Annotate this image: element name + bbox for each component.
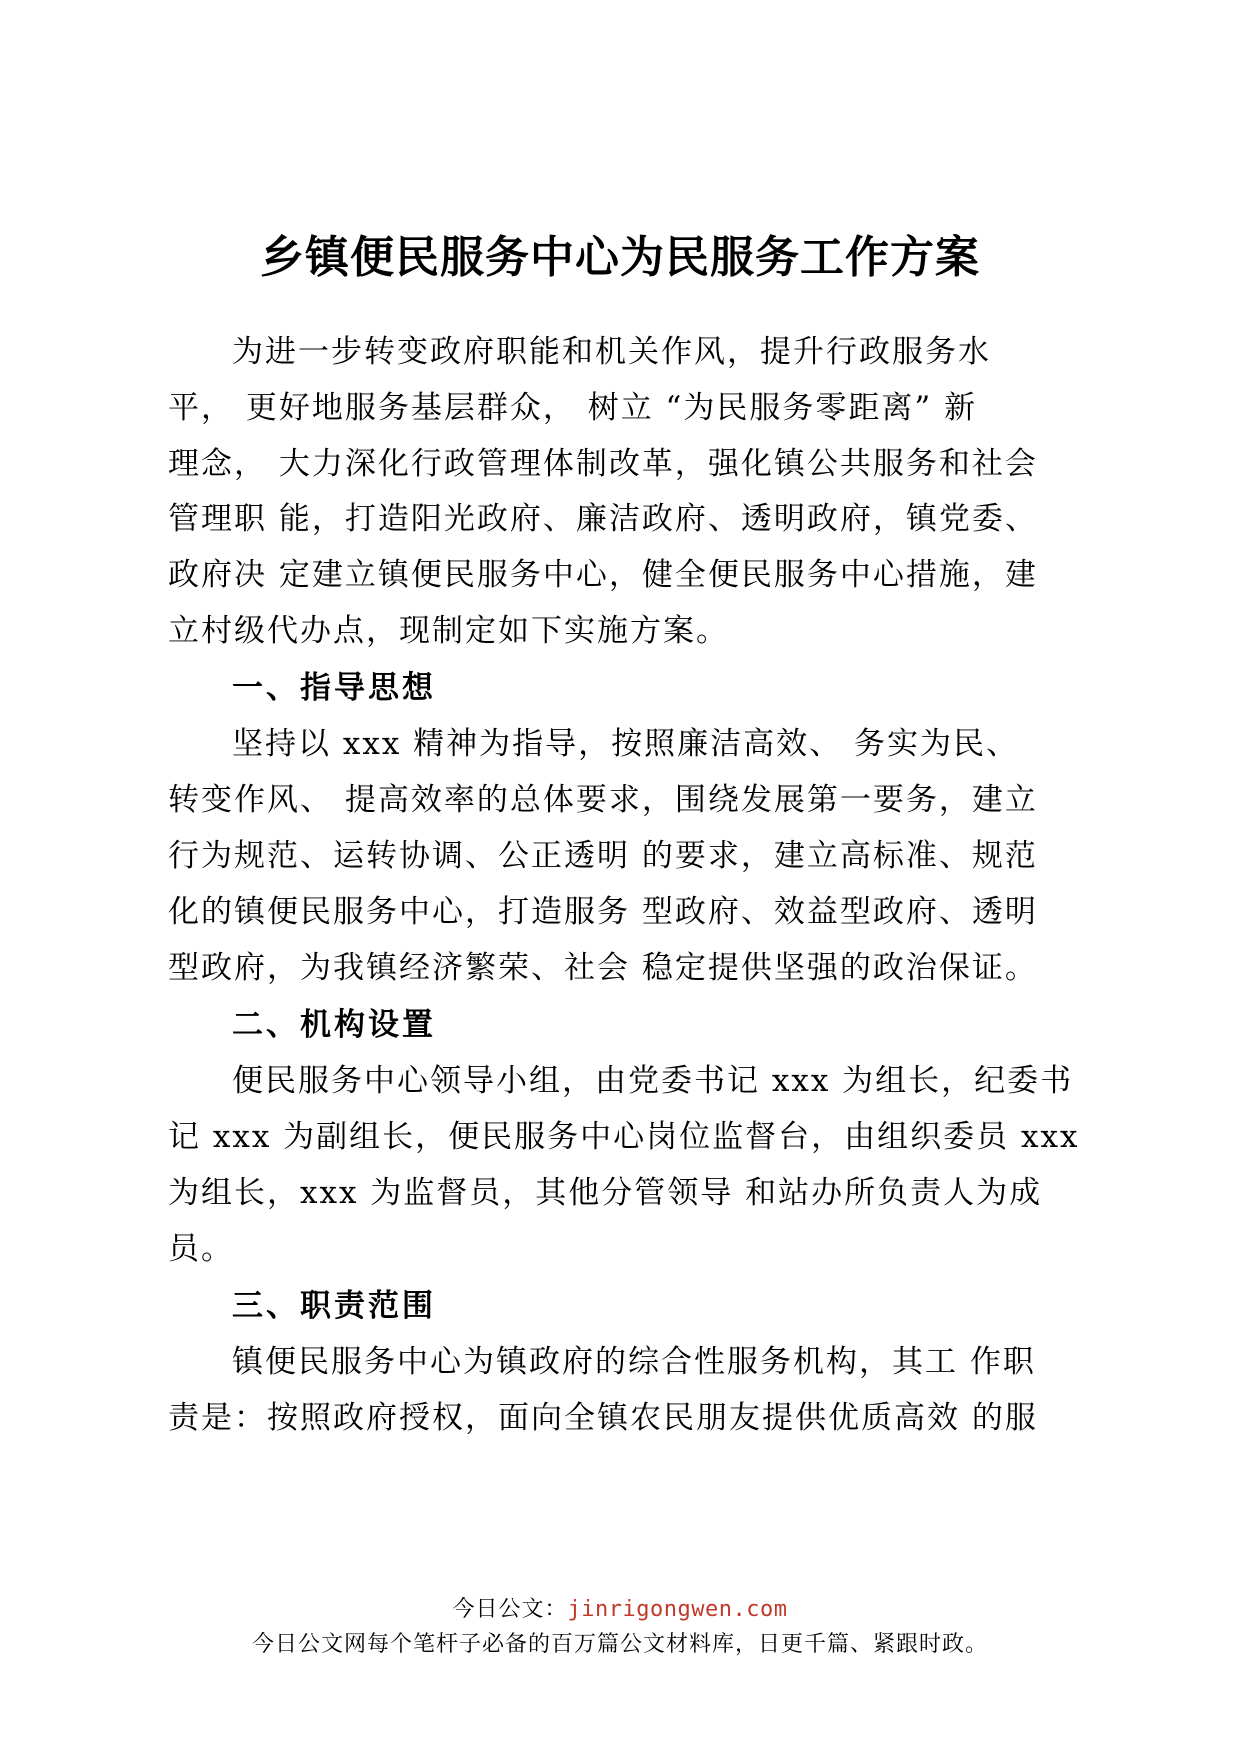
paragraph-line: 记 xxx 为副组长，便民服务中心岗位监督台，由组织委员 xxx xyxy=(168,1119,1080,1155)
intro-line: 理念， 大力深化行政管理体制改革，强化镇公共服务和社会 xyxy=(168,446,1038,482)
paragraph-line: 责是：按照政府授权，面向全镇农民朋友提供优质高效 的服 xyxy=(168,1400,1038,1436)
intro-line: 平， 更好地服务基层群众， 树立 “为民服务零距离” 新 xyxy=(168,390,978,426)
intro-line: 政府决 定建立镇便民服务中心，健全便民服务中心措施，建 xyxy=(168,557,1038,593)
paragraph-line: 镇便民服务中心为镇政府的综合性服务机构，其工 作职 xyxy=(232,1344,1036,1380)
paragraph-line: 行为规范、运转协调、公正透明 的要求，建立高标准、规范 xyxy=(168,838,1038,874)
paragraph-line: 为组长，xxx 为监督员，其他分管领导 和站办所负责人为成 xyxy=(168,1175,1043,1211)
intro-line: 立村级代办点，现制定如下实施方案。 xyxy=(168,613,729,649)
paragraph-line: 便民服务中心领导小组，由党委书记 xxx 为组长，纪委书 xyxy=(232,1063,1074,1099)
intro-line: 为进一步转变政府职能和机关作风，提升行政服务水 xyxy=(232,334,991,370)
footer-label: 今日公文： xyxy=(452,1597,568,1622)
section-heading: 二、机构设置 xyxy=(232,1007,436,1043)
footer-tagline: 今日公文网每个笔杆子必备的百万篇公文材料库，日更千篇、紧跟时政。 xyxy=(251,1632,988,1657)
paragraph-line: 型政府，为我镇经济繁荣、社会 稳定提供坚强的政治保证。 xyxy=(168,950,1038,986)
paragraph-line: 员。 xyxy=(168,1231,234,1267)
intro-line: 管理职 能，打造阳光政府、廉洁政府、透明政府，镇党委、 xyxy=(168,501,1038,537)
footer-url-link[interactable]: jinrigongwen.com xyxy=(567,1597,788,1622)
footer-source xyxy=(0,1595,1240,1625)
paragraph-line: 坚持以 xxx 精神为指导，按照廉洁高效、 务实为民、 xyxy=(232,726,1020,762)
paragraph-line: 化的镇便民服务中心，打造服务 型政府、效益型政府、透明 xyxy=(168,894,1038,930)
paragraph-line: 转变作风、 提高效率的总体要求，围绕发展第一要务，建立 xyxy=(168,782,1038,818)
section-heading: 三、职责范围 xyxy=(232,1288,436,1324)
section-heading: 一、指导思想 xyxy=(232,670,436,706)
page-title: 乡镇便民服务中心为民服务工作方案 xyxy=(260,232,980,283)
